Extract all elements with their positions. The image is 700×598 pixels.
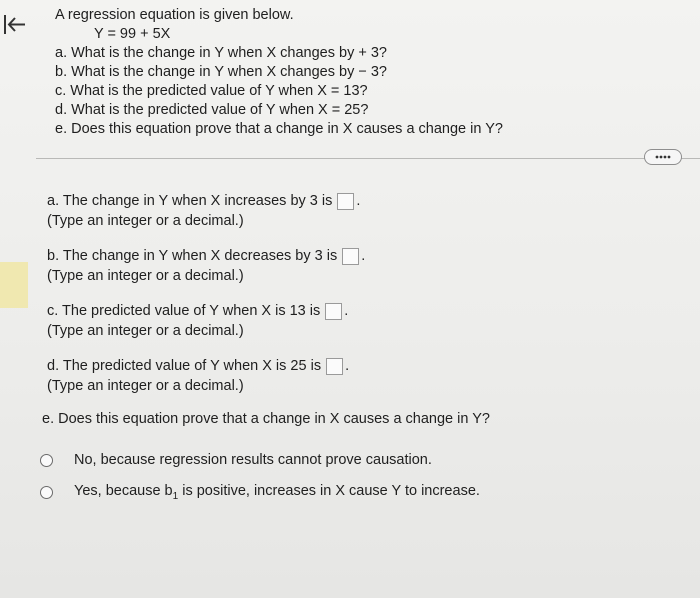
question-part-d: d. What is the predicted value of Y when X = 25? [55,102,369,118]
answer-d-hint: (Type an integer or a decimal.) [47,378,244,394]
option-yes-label-start: Yes, because b [74,483,173,499]
answer-c [47,301,348,341]
answer-a-input[interactable] [337,193,354,210]
answer-c-hint: (Type an integer or a decimal.) [47,323,244,339]
answer-d [47,356,349,396]
question-part-e: e. Does this equation prove that a change in X causes a change in Y? [55,121,503,137]
radio-yes[interactable] [40,486,53,499]
answer-d-text: d. The predicted value of Y when X is 25 is [47,358,322,374]
back-button[interactable] [2,12,28,38]
option-no[interactable] [40,452,432,468]
answer-c-text: c. The predicted value of Y when X is 13 is [47,303,321,319]
option-yes-label [74,483,480,502]
answer-c-input[interactable] [325,303,342,320]
option-yes[interactable] [40,483,480,502]
answer-d-input[interactable] [326,358,343,375]
answer-a-text: a. The change in Y when X increases by 3 is [47,193,333,209]
regression-equation: Y = 99 + 5X [94,26,171,42]
option-yes-label-end: is positive, increases in X cause Y to increase. [178,483,480,499]
option-yes-label-subscript: 1 [172,490,179,502]
radio-no[interactable] [40,454,53,467]
answer-a [47,191,360,231]
answer-b-input[interactable] [342,248,359,265]
answer-b [47,246,365,286]
option-no-label: No, because regression results cannot prove causation. [74,452,432,468]
answer-a-hint: (Type an integer or a decimal.) [47,213,244,229]
answer-b-text: b. The change in Y when X decreases by 3 is [47,248,338,264]
question-part-c: c. What is the predicted value of Y when X = 13? [55,83,368,99]
answer-a-period: . [356,193,361,209]
expand-more-button[interactable] [644,149,682,165]
question-intro: A regression equation is given below. [55,7,294,23]
answer-b-period: . [361,248,366,264]
more-dots-icon [645,150,681,164]
answer-c-period: . [344,303,349,319]
answer-b-hint: (Type an integer or a decimal.) [47,268,244,284]
left-highlight-strip [0,262,28,308]
back-arrow-icon [2,12,28,38]
answer-e-text: e. Does this equation prove that a change in X causes a change in Y? [42,411,490,427]
question-block [55,6,503,139]
answer-d-period: . [345,358,350,374]
answer-e [42,409,490,429]
section-divider [36,158,700,159]
question-part-b: b. What is the change in Y when X changes by − 3? [55,64,387,80]
question-part-a: a. What is the change in Y when X changes by + 3? [55,45,387,61]
